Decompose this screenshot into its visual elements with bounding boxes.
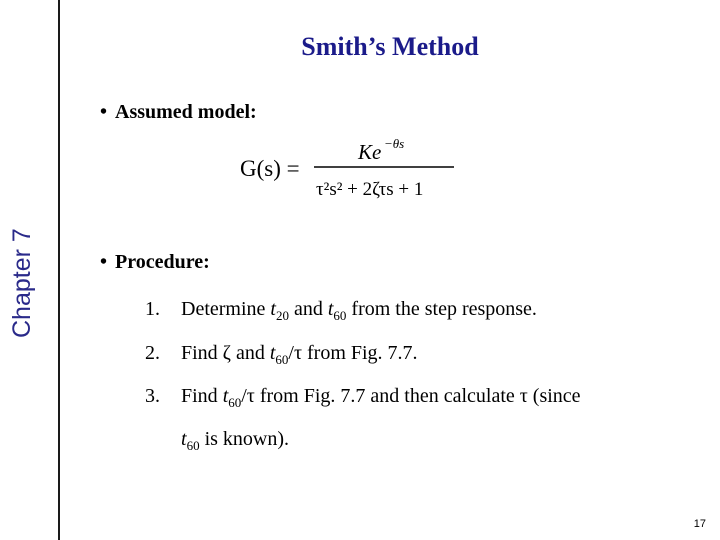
var-t: t <box>181 428 187 450</box>
step-text: Determine <box>181 298 271 320</box>
bullet-dot: • <box>100 251 108 273</box>
subscript: 60 <box>228 395 242 410</box>
step-text: and <box>288 298 328 320</box>
step-3 <box>145 385 581 408</box>
step-3-continuation <box>181 428 289 451</box>
slide-title: Smith’s Method <box>301 32 479 61</box>
formula-denominator: τ²s² + 2ζτs + 1 <box>316 179 424 200</box>
step-text: is known). <box>199 428 290 450</box>
step-number: 3. <box>145 385 160 407</box>
chapter-sidebar <box>0 0 60 540</box>
formula-lhs: G(s) = <box>240 156 300 181</box>
subscript: 60 <box>333 308 347 323</box>
page-number: 17 <box>693 518 706 530</box>
step-text: from the step response. <box>346 298 537 320</box>
subscript: 60 <box>186 438 200 453</box>
subscript: 60 <box>275 352 289 367</box>
transfer-function-formula <box>240 137 470 207</box>
formula-numerator: Ke <box>358 140 382 164</box>
step-2 <box>145 342 418 365</box>
var-t: t <box>269 342 276 364</box>
var-t: t <box>327 298 334 320</box>
step-text: Find ζ and <box>181 342 270 364</box>
step-text: /τ from Fig. 7.7 and then calculate τ (since <box>241 385 581 407</box>
chapter-label: Chapter 7 <box>8 228 36 338</box>
subscript: 20 <box>275 308 289 323</box>
step-1 <box>145 298 537 321</box>
bullet-procedure <box>100 251 210 274</box>
var-t: t <box>222 385 229 407</box>
formula-numerator-exponent: −θs <box>384 137 405 151</box>
step-text: /τ from Fig. 7.7. <box>288 342 418 364</box>
bullet-dot: • <box>100 101 108 123</box>
bullet-text: Assumed model: <box>115 101 257 123</box>
var-t: t <box>270 298 276 320</box>
step-number: 2. <box>145 342 160 364</box>
step-text: Find <box>181 385 223 407</box>
bullet-assumed-model <box>100 101 257 124</box>
bullet-text: Procedure: <box>115 251 210 273</box>
step-number: 1. <box>145 298 160 320</box>
